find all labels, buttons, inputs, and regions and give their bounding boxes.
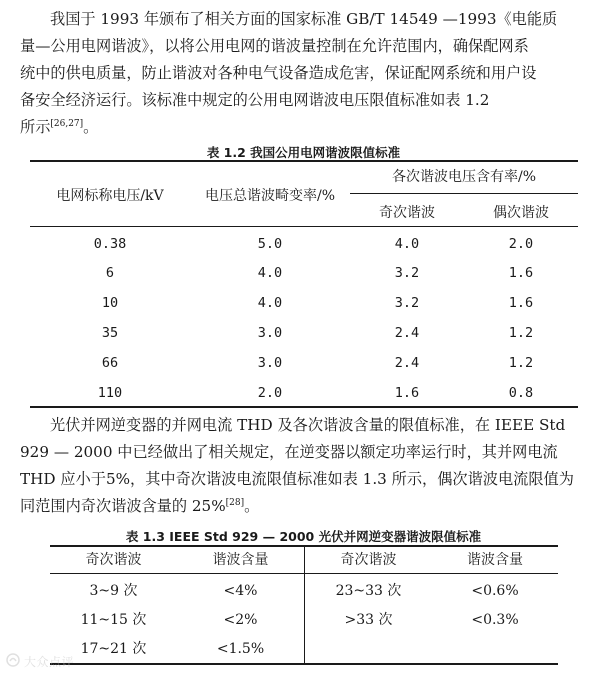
watermark <box>6 651 86 671</box>
table-cell: 1.6 <box>508 265 534 281</box>
table-cell: 2.4 <box>394 355 420 371</box>
table-1-2-caption: 表 1.2 我国公用电网谐波限值标准 <box>206 145 401 160</box>
table-cell: 3.2 <box>394 265 420 281</box>
column-group-header: 各次谐波电压含有率/% <box>391 169 537 185</box>
paragraph-2-line: THD 应小于5%，其中奇次谐波电流限值标准如表 1.3 所示，偶次谐波电流限值为 <box>20 470 574 488</box>
table-1-3-caption: 表 1.3 IEEE Std 929 — 2000 光伏并网逆变器谐波限值标准 <box>125 529 482 544</box>
table-header-rule <box>30 226 578 227</box>
table-cell: <4% <box>223 583 258 599</box>
paragraph-1-line: 统中的供电质量，防止谐波对各种电气设备造成危害，保证配网系统和用户设 <box>20 64 537 82</box>
paragraph-1-last-line <box>20 114 595 141</box>
table-cell: 66 <box>101 355 119 371</box>
column-header: 谐波含量 <box>467 552 523 568</box>
table-cell: 35 <box>101 325 119 341</box>
table-cell: <0.3% <box>471 612 519 628</box>
table-cell: 2.0 <box>257 385 283 401</box>
table-cell: 5.0 <box>257 236 283 252</box>
table-cell: <1.5% <box>216 641 265 657</box>
column-header: 电压总谐波畸变率/% <box>204 188 336 204</box>
paragraph-1-line: 备安全经济运行。该标准中规定的公用电网谐波电压限值标准如表 1.2 <box>20 91 490 109</box>
paragraph-1-line: 所示 <box>20 118 51 136</box>
table-cell: 1.2 <box>508 325 534 341</box>
table-cell: <2% <box>223 612 258 628</box>
paragraph-2-line: 同范围内奇次谐波含量的 25% <box>20 497 226 515</box>
citation: [28] <box>225 498 245 508</box>
column-header: 谐波含量 <box>212 552 269 568</box>
paragraph-1-line: 量—公用电网谐波》，以将公用电网的谐波量控制在允许范围内，确保配网系 <box>20 37 529 55</box>
table-cell: 11~15 次 <box>80 612 147 628</box>
paragraph-2 <box>20 412 595 520</box>
table-cell: 3~9 次 <box>89 583 138 599</box>
watermark-logo-icon <box>6 653 20 670</box>
table-cell: 4.0 <box>257 295 283 311</box>
paragraph-2-last-line <box>20 493 595 520</box>
table-cell: 3.0 <box>257 355 283 371</box>
table-cell: 10 <box>101 295 119 311</box>
table-cell: >33 次 <box>344 612 393 628</box>
table-cell: 3.2 <box>394 295 420 311</box>
table-cell: 6 <box>105 265 115 281</box>
column-header: 偶次谐波 <box>493 205 549 221</box>
paragraph-2-end-punct: 。 <box>244 497 260 515</box>
paragraph-1 <box>20 6 595 141</box>
column-header: 奇次谐波 <box>379 205 435 221</box>
table-cell: 17~21 次 <box>80 641 147 657</box>
table-cell: 2.4 <box>394 325 420 341</box>
table-cell: 0.8 <box>508 385 534 401</box>
table-cell: 2.0 <box>508 236 534 252</box>
table-cell: 4.0 <box>257 265 283 281</box>
table-top-rule <box>30 160 578 162</box>
citation: [26,27] <box>50 119 84 129</box>
table-group-rule <box>350 193 578 194</box>
table-cell: 1.6 <box>508 295 534 311</box>
paragraph-1-line: 我国于 1993 年颁布了相关方面的国家标准 GB/T 14549 —1993《电能质 <box>50 10 558 28</box>
table-bottom-rule <box>50 663 558 665</box>
column-header: 奇次谐波 <box>340 552 397 568</box>
table-cell: 23~33 次 <box>335 583 402 599</box>
table-cell: 4.0 <box>394 236 420 252</box>
paragraph-1-end-punct: 。 <box>83 118 99 136</box>
watermark-text: 大众点评 <box>24 654 75 669</box>
table-cell: 110 <box>97 385 123 401</box>
table-cell: 0.38 <box>93 236 127 252</box>
paragraph-2-line: 光伏并网逆变器的并网电流 THD 及各次谐波含量的限值标准，在 IEEE Std <box>50 416 566 434</box>
table-cell: 1.6 <box>394 385 420 401</box>
table-cell: 3.0 <box>257 325 283 341</box>
table-bottom-rule <box>30 406 578 408</box>
table-cell: <0.6% <box>471 583 519 599</box>
column-header: 电网标称电压/kV <box>56 188 164 204</box>
column-header: 奇次谐波 <box>85 552 142 568</box>
table-cell: 1.2 <box>508 355 534 371</box>
paragraph-2-line: 929 — 2000 中已经做出了相关规定，在逆变器以额定功率运行时，其并网电流 <box>20 443 558 461</box>
